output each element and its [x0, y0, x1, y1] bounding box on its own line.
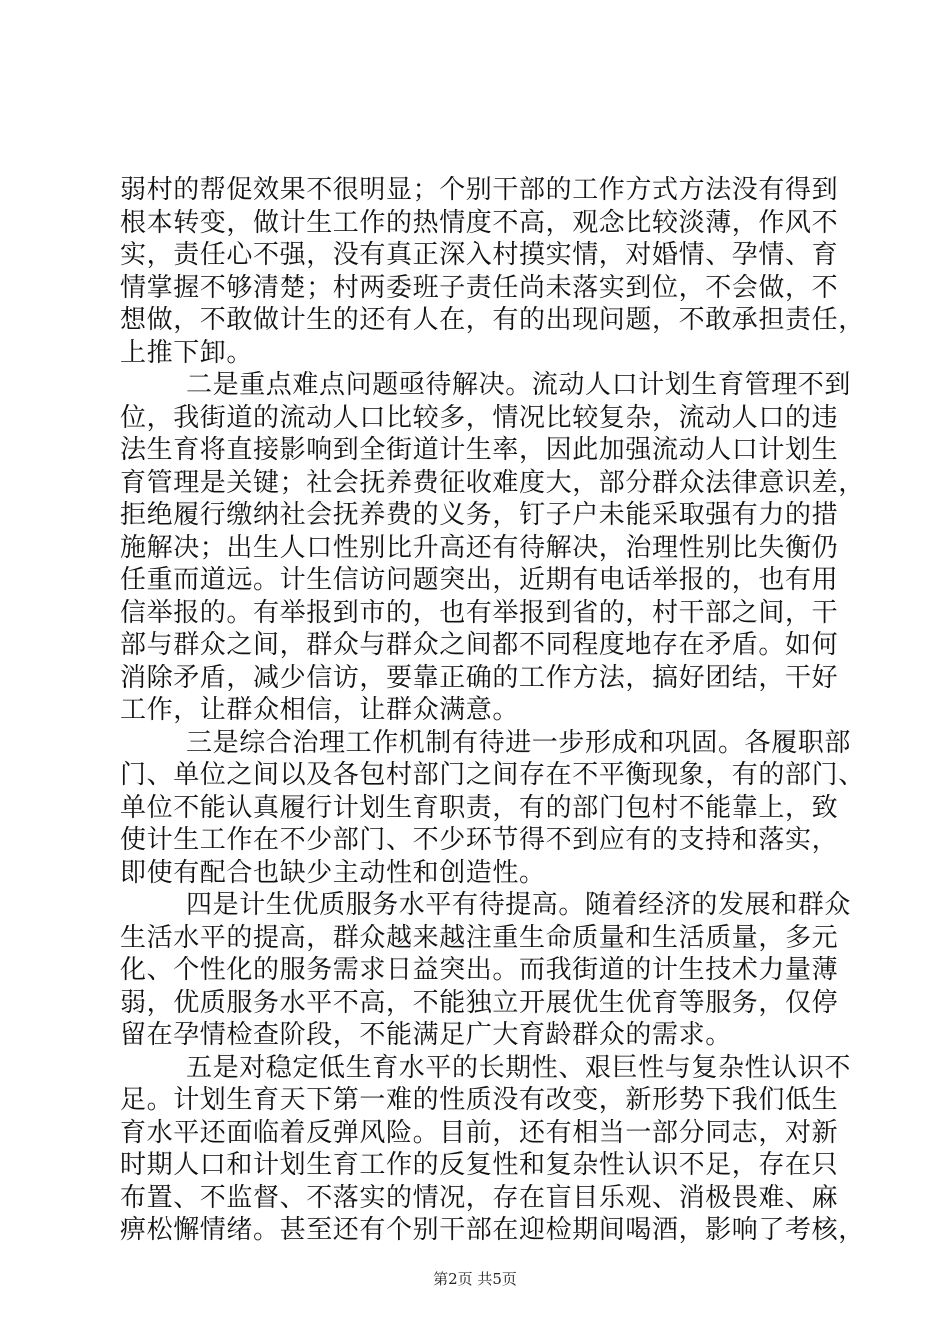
- text-line: 弱村的帮促效果不很明显；个别干部的工作方式方法没有得到: [120, 175, 839, 205]
- text-line: 痹松懈情绪。甚至还有个别干部在迎检期间喝酒，影响了考核，: [120, 1215, 865, 1245]
- text-line: 育管理是关键；社会抚养费征收难度大，部分群众法律意识差，: [120, 467, 865, 498]
- text-line: 任重而道远。计生信访问题突出，近期有电话举报的，也有用: [120, 565, 839, 595]
- text-line: 布置、不监督、不落实的情况，存在盲目乐观、消极畏难、麻: [120, 1182, 839, 1213]
- text-line: 使计生工作在不少部门、不少环节得不到应有的支持和落实，: [120, 825, 839, 855]
- paragraph-start-line: 四是计生优质服务水平有待提高。随着经济的发展和群众: [186, 890, 852, 920]
- text-line: 化、个性化的服务需求日益突出。而我街道的计生技术力量薄: [120, 955, 839, 985]
- text-line: 门、单位之间以及各包村部门之间存在不平衡现象，有的部门、: [120, 760, 865, 790]
- text-line: 信举报的。有举报到市的，也有举报到省的，村干部之间，干: [120, 597, 839, 628]
- text-line: 情掌握不够清楚；村两委班子责任尚未落实到位，不会做，不: [120, 272, 839, 303]
- document-body: [120, 174, 865, 1247]
- text-line: 拒绝履行缴纳社会抚养费的义务，钉子户未能采取强有力的措: [120, 500, 839, 530]
- text-line: 实，责任心不强，没有真正深入村摸实情，对婚情、孕情、育: [120, 240, 839, 270]
- text-line: 生活水平的提高，群众越来越注重生命质量和生活质量，多元: [120, 922, 839, 953]
- text-line: 即使有配合也缺少主动性和创造性。: [120, 857, 546, 888]
- text-line: 上推下卸。: [120, 337, 254, 368]
- text-line: 弱，优质服务水平不高，不能独立开展优生优育等服务，仅停: [120, 987, 839, 1018]
- text-line: 单位不能认真履行计划生育职责，有的部门包村不能靠上，致: [120, 792, 839, 823]
- text-line: 想做，不敢做计生的还有人在，有的出现问题，不敢承担责任，: [120, 305, 865, 335]
- text-line: 消除矛盾，减少信访，要靠正确的工作方法，搞好团结，干好: [120, 662, 839, 693]
- paragraph-start-line: 二是重点难点问题亟待解决。流动人口计划生育管理不到: [186, 370, 852, 400]
- text-line: 法生育将直接影响到全街道计生率，因此加强流动人口计划生: [120, 435, 839, 465]
- text-line: 位，我街道的流动人口比较多，情况比较复杂，流动人口的违: [120, 402, 839, 433]
- page-number-footer: 第2页 共5页: [433, 1270, 517, 1288]
- text-line: 工作，让群众相信，让群众满意。: [120, 695, 520, 725]
- text-line: 足。计划生育天下第一难的性质没有改变，新形势下我们低生: [120, 1085, 839, 1115]
- paragraph-start-line: 五是对稳定低生育水平的长期性、艰巨性与复杂性认识不: [186, 1052, 852, 1083]
- text-line: 根本转变，做计生工作的热情度不高，观念比较淡薄，作风不: [120, 207, 839, 238]
- text-line: 部与群众之间，群众与群众之间都不同程度地存在矛盾。如何: [120, 630, 839, 660]
- paragraph-start-line: 三是综合治理工作机制有待进一步形成和巩固。各履职部: [186, 727, 852, 758]
- text-line: 育水平还面临着反弹风险。目前，还有相当一部分同志，对新: [120, 1117, 839, 1148]
- text-line: 时期人口和计划生育工作的反复性和复杂性认识不足，存在只: [120, 1150, 839, 1180]
- text-line: 施解决；出生人口性别比升高还有待解决，治理性别比失衡仍: [120, 532, 839, 563]
- text-line: 留在孕情检查阶段，不能满足广大育龄群众的需求。: [120, 1020, 732, 1050]
